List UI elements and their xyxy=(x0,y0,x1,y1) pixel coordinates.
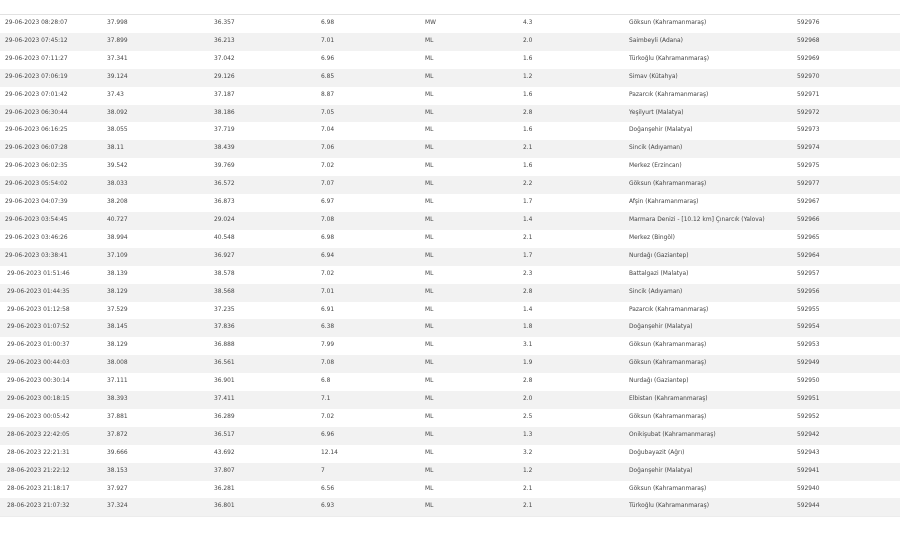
cell-depth: 7.08 xyxy=(321,212,425,230)
cell-latitude: 39.542 xyxy=(107,158,214,176)
cell-event-id: 592953 xyxy=(797,337,900,355)
cell-datetime: 29-06-2023 06:30:44 xyxy=(0,105,107,123)
table-row[interactable] xyxy=(0,337,900,355)
cell-latitude: 38.153 xyxy=(107,463,214,481)
cell-event-id: 592977 xyxy=(797,176,900,194)
cell-latitude: 38.008 xyxy=(107,355,214,373)
cell-magnitude: 1.6 xyxy=(523,51,629,69)
cell-depth: 7.01 xyxy=(321,33,425,51)
cell-event-id: 592971 xyxy=(797,87,900,105)
table-row[interactable] xyxy=(0,463,900,481)
cell-magnitude: 1.2 xyxy=(523,69,629,87)
table-row[interactable] xyxy=(0,212,900,230)
cell-datetime: 29-06-2023 01:12:58 xyxy=(0,302,107,320)
cell-latitude: 38.129 xyxy=(107,337,214,355)
cell-magnitude: 2.2 xyxy=(523,176,629,194)
table-row[interactable] xyxy=(0,51,900,69)
cell-magnitude: 2.0 xyxy=(523,33,629,51)
table-row[interactable] xyxy=(0,498,900,516)
cell-event-id: 592968 xyxy=(797,33,900,51)
cell-longitude: 38.186 xyxy=(214,105,321,123)
cell-longitude: 36.289 xyxy=(214,409,321,427)
cell-datetime: 29-06-2023 01:00:37 xyxy=(0,337,107,355)
cell-depth: 7.04 xyxy=(321,122,425,140)
cell-longitude: 36.281 xyxy=(214,481,321,499)
table-row[interactable] xyxy=(0,391,900,409)
cell-location: Simav (Kütahya) xyxy=(629,69,797,87)
cell-location: Göksun (Kahramanmaraş) xyxy=(629,15,797,33)
cell-datetime: 29-06-2023 03:54:45 xyxy=(0,212,107,230)
cell-datetime: 29-06-2023 00:05:42 xyxy=(0,409,107,427)
table-row[interactable] xyxy=(0,266,900,284)
cell-location: Nurdağı (Gaziantep) xyxy=(629,373,797,391)
cell-magnitude-type: ML xyxy=(425,337,523,355)
cell-latitude: 37.43 xyxy=(107,87,214,105)
cell-longitude: 36.901 xyxy=(214,373,321,391)
table-row[interactable] xyxy=(0,194,900,212)
cell-event-id: 592967 xyxy=(797,194,900,212)
cell-longitude: 38.578 xyxy=(214,266,321,284)
cell-location: Türkoğlu (Kahramanmaraş) xyxy=(629,498,797,516)
cell-magnitude-type: ML xyxy=(425,122,523,140)
cell-magnitude: 1.6 xyxy=(523,158,629,176)
earthquake-table-body xyxy=(0,15,900,516)
cell-magnitude-type: ML xyxy=(425,176,523,194)
cell-depth: 6.56 xyxy=(321,481,425,499)
cell-longitude: 29.126 xyxy=(214,69,321,87)
table-row[interactable] xyxy=(0,230,900,248)
cell-latitude: 40.727 xyxy=(107,212,214,230)
cell-magnitude-type: ML xyxy=(425,194,523,212)
cell-latitude: 37.899 xyxy=(107,33,214,51)
cell-latitude: 38.055 xyxy=(107,122,214,140)
cell-depth: 6.97 xyxy=(321,194,425,212)
cell-event-id: 592966 xyxy=(797,212,900,230)
cell-depth: 7.07 xyxy=(321,176,425,194)
cell-location: Sincik (Adıyaman) xyxy=(629,284,797,302)
cell-longitude: 36.873 xyxy=(214,194,321,212)
cell-datetime: 29-06-2023 08:28:07 xyxy=(0,15,107,33)
cell-latitude: 37.872 xyxy=(107,427,214,445)
cell-depth: 7.02 xyxy=(321,266,425,284)
cell-magnitude: 2.8 xyxy=(523,373,629,391)
cell-depth: 7.1 xyxy=(321,391,425,409)
table-row[interactable] xyxy=(0,87,900,105)
cell-event-id: 592972 xyxy=(797,105,900,123)
cell-longitude: 36.888 xyxy=(214,337,321,355)
cell-magnitude-type: ML xyxy=(425,51,523,69)
cell-datetime: 29-06-2023 03:46:26 xyxy=(0,230,107,248)
cell-latitude: 38.393 xyxy=(107,391,214,409)
cell-longitude: 36.213 xyxy=(214,33,321,51)
cell-depth: 7.05 xyxy=(321,105,425,123)
cell-depth: 6.38 xyxy=(321,319,425,337)
cell-event-id: 592965 xyxy=(797,230,900,248)
cell-latitude: 37.927 xyxy=(107,481,214,499)
cell-latitude: 38.092 xyxy=(107,105,214,123)
cell-event-id: 592956 xyxy=(797,284,900,302)
cell-magnitude-type: ML xyxy=(425,391,523,409)
cell-magnitude-type: ML xyxy=(425,266,523,284)
cell-longitude: 38.439 xyxy=(214,140,321,158)
cell-latitude: 37.111 xyxy=(107,373,214,391)
cell-longitude: 36.801 xyxy=(214,498,321,516)
cell-magnitude: 2.1 xyxy=(523,140,629,158)
cell-event-id: 592942 xyxy=(797,427,900,445)
cell-datetime: 29-06-2023 01:44:35 xyxy=(0,284,107,302)
cell-latitude: 37.109 xyxy=(107,248,214,266)
cell-event-id: 592955 xyxy=(797,302,900,320)
cell-location: Doğubayazit (Ağrı) xyxy=(629,445,797,463)
cell-location: Yeşilyurt (Malatya) xyxy=(629,105,797,123)
cell-latitude: 38.129 xyxy=(107,284,214,302)
cell-event-id: 592973 xyxy=(797,122,900,140)
cell-latitude: 39.666 xyxy=(107,445,214,463)
cell-event-id: 592974 xyxy=(797,140,900,158)
cell-latitude: 37.881 xyxy=(107,409,214,427)
cell-magnitude-type: ML xyxy=(425,248,523,266)
cell-depth: 8.87 xyxy=(321,87,425,105)
cell-location: Türkoğlu (Kahramanmaraş) xyxy=(629,51,797,69)
table-row[interactable] xyxy=(0,427,900,445)
cell-event-id: 592949 xyxy=(797,355,900,373)
cell-depth: 6.98 xyxy=(321,15,425,33)
cell-location: Afşin (Kahramanmaraş) xyxy=(629,194,797,212)
cell-longitude: 37.836 xyxy=(214,319,321,337)
cell-depth: 7.99 xyxy=(321,337,425,355)
cell-magnitude-type: ML xyxy=(425,481,523,499)
cell-datetime: 29-06-2023 06:16:25 xyxy=(0,122,107,140)
cell-location: Nurdağı (Gaziantep) xyxy=(629,248,797,266)
cell-longitude: 29.024 xyxy=(214,212,321,230)
cell-depth: 6.85 xyxy=(321,69,425,87)
cell-datetime: 28-06-2023 22:21:31 xyxy=(0,445,107,463)
cell-event-id: 592940 xyxy=(797,481,900,499)
table-row[interactable] xyxy=(0,15,900,33)
cell-latitude: 37.529 xyxy=(107,302,214,320)
table-row[interactable] xyxy=(0,319,900,337)
cell-location: Saimbeyli (Adana) xyxy=(629,33,797,51)
table-row[interactable] xyxy=(0,355,900,373)
cell-datetime: 29-06-2023 07:06:19 xyxy=(0,69,107,87)
cell-magnitude: 1.3 xyxy=(523,427,629,445)
cell-longitude: 37.042 xyxy=(214,51,321,69)
cell-event-id: 592957 xyxy=(797,266,900,284)
cell-datetime: 29-06-2023 00:30:14 xyxy=(0,373,107,391)
cell-depth: 6.96 xyxy=(321,427,425,445)
cell-depth: 6.91 xyxy=(321,302,425,320)
table-row[interactable] xyxy=(0,176,900,194)
cell-magnitude: 1.9 xyxy=(523,355,629,373)
cell-datetime: 29-06-2023 06:02:35 xyxy=(0,158,107,176)
cell-magnitude: 1.7 xyxy=(523,248,629,266)
cell-location: Göksun (Kahramanmaraş) xyxy=(629,481,797,499)
cell-magnitude-type: ML xyxy=(425,445,523,463)
cell-depth: 7.01 xyxy=(321,284,425,302)
cell-magnitude: 2.8 xyxy=(523,105,629,123)
cell-event-id: 592975 xyxy=(797,158,900,176)
cell-magnitude: 2.1 xyxy=(523,481,629,499)
cell-magnitude: 1.6 xyxy=(523,87,629,105)
cell-datetime: 29-06-2023 05:54:02 xyxy=(0,176,107,194)
cell-location: Doğanşehir (Malatya) xyxy=(629,122,797,140)
cell-datetime: 29-06-2023 03:38:41 xyxy=(0,248,107,266)
cell-event-id: 592943 xyxy=(797,445,900,463)
cell-magnitude: 1.2 xyxy=(523,463,629,481)
cell-location: Göksun (Kahramanmaraş) xyxy=(629,337,797,355)
cell-magnitude-type: ML xyxy=(425,355,523,373)
cell-magnitude-type: ML xyxy=(425,69,523,87)
cell-datetime: 29-06-2023 07:11:27 xyxy=(0,51,107,69)
cell-magnitude: 1.8 xyxy=(523,319,629,337)
table-row[interactable] xyxy=(0,158,900,176)
cell-location: Merkez (Bingöl) xyxy=(629,230,797,248)
cell-datetime: 29-06-2023 01:07:52 xyxy=(0,319,107,337)
cell-latitude: 39.124 xyxy=(107,69,214,87)
cell-datetime: 29-06-2023 00:44:03 xyxy=(0,355,107,373)
cell-magnitude-type: ML xyxy=(425,230,523,248)
cell-event-id: 592969 xyxy=(797,51,900,69)
cell-event-id: 592950 xyxy=(797,373,900,391)
cell-magnitude-type: MW xyxy=(425,15,523,33)
cell-magnitude-type: ML xyxy=(425,212,523,230)
cell-event-id: 592941 xyxy=(797,463,900,481)
cell-magnitude-type: ML xyxy=(425,409,523,427)
cell-longitude: 36.927 xyxy=(214,248,321,266)
cell-depth: 6.93 xyxy=(321,498,425,516)
cell-magnitude: 2.5 xyxy=(523,409,629,427)
cell-magnitude: 1.7 xyxy=(523,194,629,212)
cell-location: Merkez (Erzincan) xyxy=(629,158,797,176)
cell-datetime: 28-06-2023 22:42:05 xyxy=(0,427,107,445)
cell-datetime: 29-06-2023 00:18:15 xyxy=(0,391,107,409)
cell-latitude: 38.033 xyxy=(107,176,214,194)
cell-longitude: 38.568 xyxy=(214,284,321,302)
cell-longitude: 37.411 xyxy=(214,391,321,409)
cell-location: Göksun (Kahramanmaraş) xyxy=(629,355,797,373)
cell-datetime: 29-06-2023 07:01:42 xyxy=(0,87,107,105)
cell-magnitude: 3.2 xyxy=(523,445,629,463)
cell-magnitude: 2.0 xyxy=(523,391,629,409)
cell-magnitude-type: ML xyxy=(425,33,523,51)
cell-location: Battalgazi (Malatya) xyxy=(629,266,797,284)
cell-datetime: 29-06-2023 06:07:28 xyxy=(0,140,107,158)
cell-magnitude-type: ML xyxy=(425,105,523,123)
cell-magnitude-type: ML xyxy=(425,302,523,320)
cell-depth: 6.98 xyxy=(321,230,425,248)
table-row[interactable] xyxy=(0,373,900,391)
cell-longitude: 37.187 xyxy=(214,87,321,105)
cell-location: Göksun (Kahramanmaraş) xyxy=(629,176,797,194)
table-row[interactable] xyxy=(0,409,900,427)
cell-depth: 7.08 xyxy=(321,355,425,373)
cell-location: Pazarcık (Kahramanmaraş) xyxy=(629,302,797,320)
cell-location: Pazarcık (Kahramanmaraş) xyxy=(629,87,797,105)
table-row[interactable] xyxy=(0,445,900,463)
table-row[interactable] xyxy=(0,284,900,302)
cell-magnitude-type: ML xyxy=(425,463,523,481)
cell-latitude: 38.139 xyxy=(107,266,214,284)
cell-event-id: 592944 xyxy=(797,498,900,516)
cell-latitude: 38.208 xyxy=(107,194,214,212)
cell-latitude: 38.145 xyxy=(107,319,214,337)
table-row[interactable] xyxy=(0,481,900,499)
cell-event-id: 592952 xyxy=(797,409,900,427)
cell-longitude: 39.769 xyxy=(214,158,321,176)
table-row[interactable] xyxy=(0,122,900,140)
cell-depth: 7.02 xyxy=(321,409,425,427)
cell-event-id: 592951 xyxy=(797,391,900,409)
cell-event-id: 592954 xyxy=(797,319,900,337)
cell-longitude: 36.357 xyxy=(214,15,321,33)
cell-location: Doğanşehir (Malatya) xyxy=(629,463,797,481)
cell-location: Marmara Denizi - [10.12 km] Çınarcık (Yalova) xyxy=(629,212,797,230)
cell-longitude: 36.572 xyxy=(214,176,321,194)
cell-longitude: 40.548 xyxy=(214,230,321,248)
cell-magnitude-type: ML xyxy=(425,284,523,302)
earthquake-table xyxy=(0,15,900,516)
cell-datetime: 29-06-2023 01:51:46 xyxy=(0,266,107,284)
cell-magnitude-type: ML xyxy=(425,498,523,516)
cell-datetime: 29-06-2023 07:45:12 xyxy=(0,33,107,51)
table-row[interactable] xyxy=(0,302,900,320)
cell-latitude: 37.341 xyxy=(107,51,214,69)
cell-datetime: 29-06-2023 04:07:39 xyxy=(0,194,107,212)
cell-longitude: 37.807 xyxy=(214,463,321,481)
cell-magnitude: 2.1 xyxy=(523,230,629,248)
table-row[interactable] xyxy=(0,105,900,123)
cell-location: Doğanşehir (Malatya) xyxy=(629,319,797,337)
table-bottom-border xyxy=(0,516,900,517)
cell-longitude: 43.692 xyxy=(214,445,321,463)
cell-longitude: 37.235 xyxy=(214,302,321,320)
cell-longitude: 36.561 xyxy=(214,355,321,373)
cell-magnitude: 2.3 xyxy=(523,266,629,284)
cell-depth: 7 xyxy=(321,463,425,481)
cell-magnitude-type: ML xyxy=(425,319,523,337)
cell-latitude: 38.11 xyxy=(107,140,214,158)
earthquake-table-container xyxy=(0,15,900,516)
cell-depth: 7.02 xyxy=(321,158,425,176)
cell-magnitude: 1.4 xyxy=(523,302,629,320)
cell-location: Göksun (Kahramanmaraş) xyxy=(629,409,797,427)
cell-depth: 6.8 xyxy=(321,373,425,391)
cell-longitude: 37.719 xyxy=(214,122,321,140)
cell-latitude: 37.998 xyxy=(107,15,214,33)
table-row[interactable] xyxy=(0,140,900,158)
cell-depth: 12.14 xyxy=(321,445,425,463)
cell-datetime: 28-06-2023 21:07:32 xyxy=(0,498,107,516)
cell-magnitude: 4.3 xyxy=(523,15,629,33)
cell-datetime: 28-06-2023 21:22:12 xyxy=(0,463,107,481)
cell-magnitude: 1.4 xyxy=(523,212,629,230)
cell-event-id: 592976 xyxy=(797,15,900,33)
table-row[interactable] xyxy=(0,69,900,87)
table-row[interactable] xyxy=(0,33,900,51)
cell-magnitude-type: ML xyxy=(425,87,523,105)
cell-magnitude-type: ML xyxy=(425,373,523,391)
table-row[interactable] xyxy=(0,248,900,266)
cell-magnitude: 3.1 xyxy=(523,337,629,355)
cell-event-id: 592964 xyxy=(797,248,900,266)
cell-longitude: 36.517 xyxy=(214,427,321,445)
cell-latitude: 38.994 xyxy=(107,230,214,248)
cell-datetime: 28-06-2023 21:18:17 xyxy=(0,481,107,499)
cell-magnitude: 1.6 xyxy=(523,122,629,140)
cell-location: Onikişubat (Kahramanmaraş) xyxy=(629,427,797,445)
cell-depth: 6.96 xyxy=(321,51,425,69)
cell-depth: 7.06 xyxy=(321,140,425,158)
cell-magnitude-type: ML xyxy=(425,427,523,445)
cell-magnitude-type: ML xyxy=(425,140,523,158)
cell-event-id: 592970 xyxy=(797,69,900,87)
cell-magnitude-type: ML xyxy=(425,158,523,176)
cell-magnitude: 2.8 xyxy=(523,284,629,302)
cell-magnitude: 2.1 xyxy=(523,498,629,516)
cell-latitude: 37.324 xyxy=(107,498,214,516)
cell-location: Elbistan (Kahramanmaraş) xyxy=(629,391,797,409)
cell-location: Sincik (Adıyaman) xyxy=(629,140,797,158)
cell-depth: 6.94 xyxy=(321,248,425,266)
